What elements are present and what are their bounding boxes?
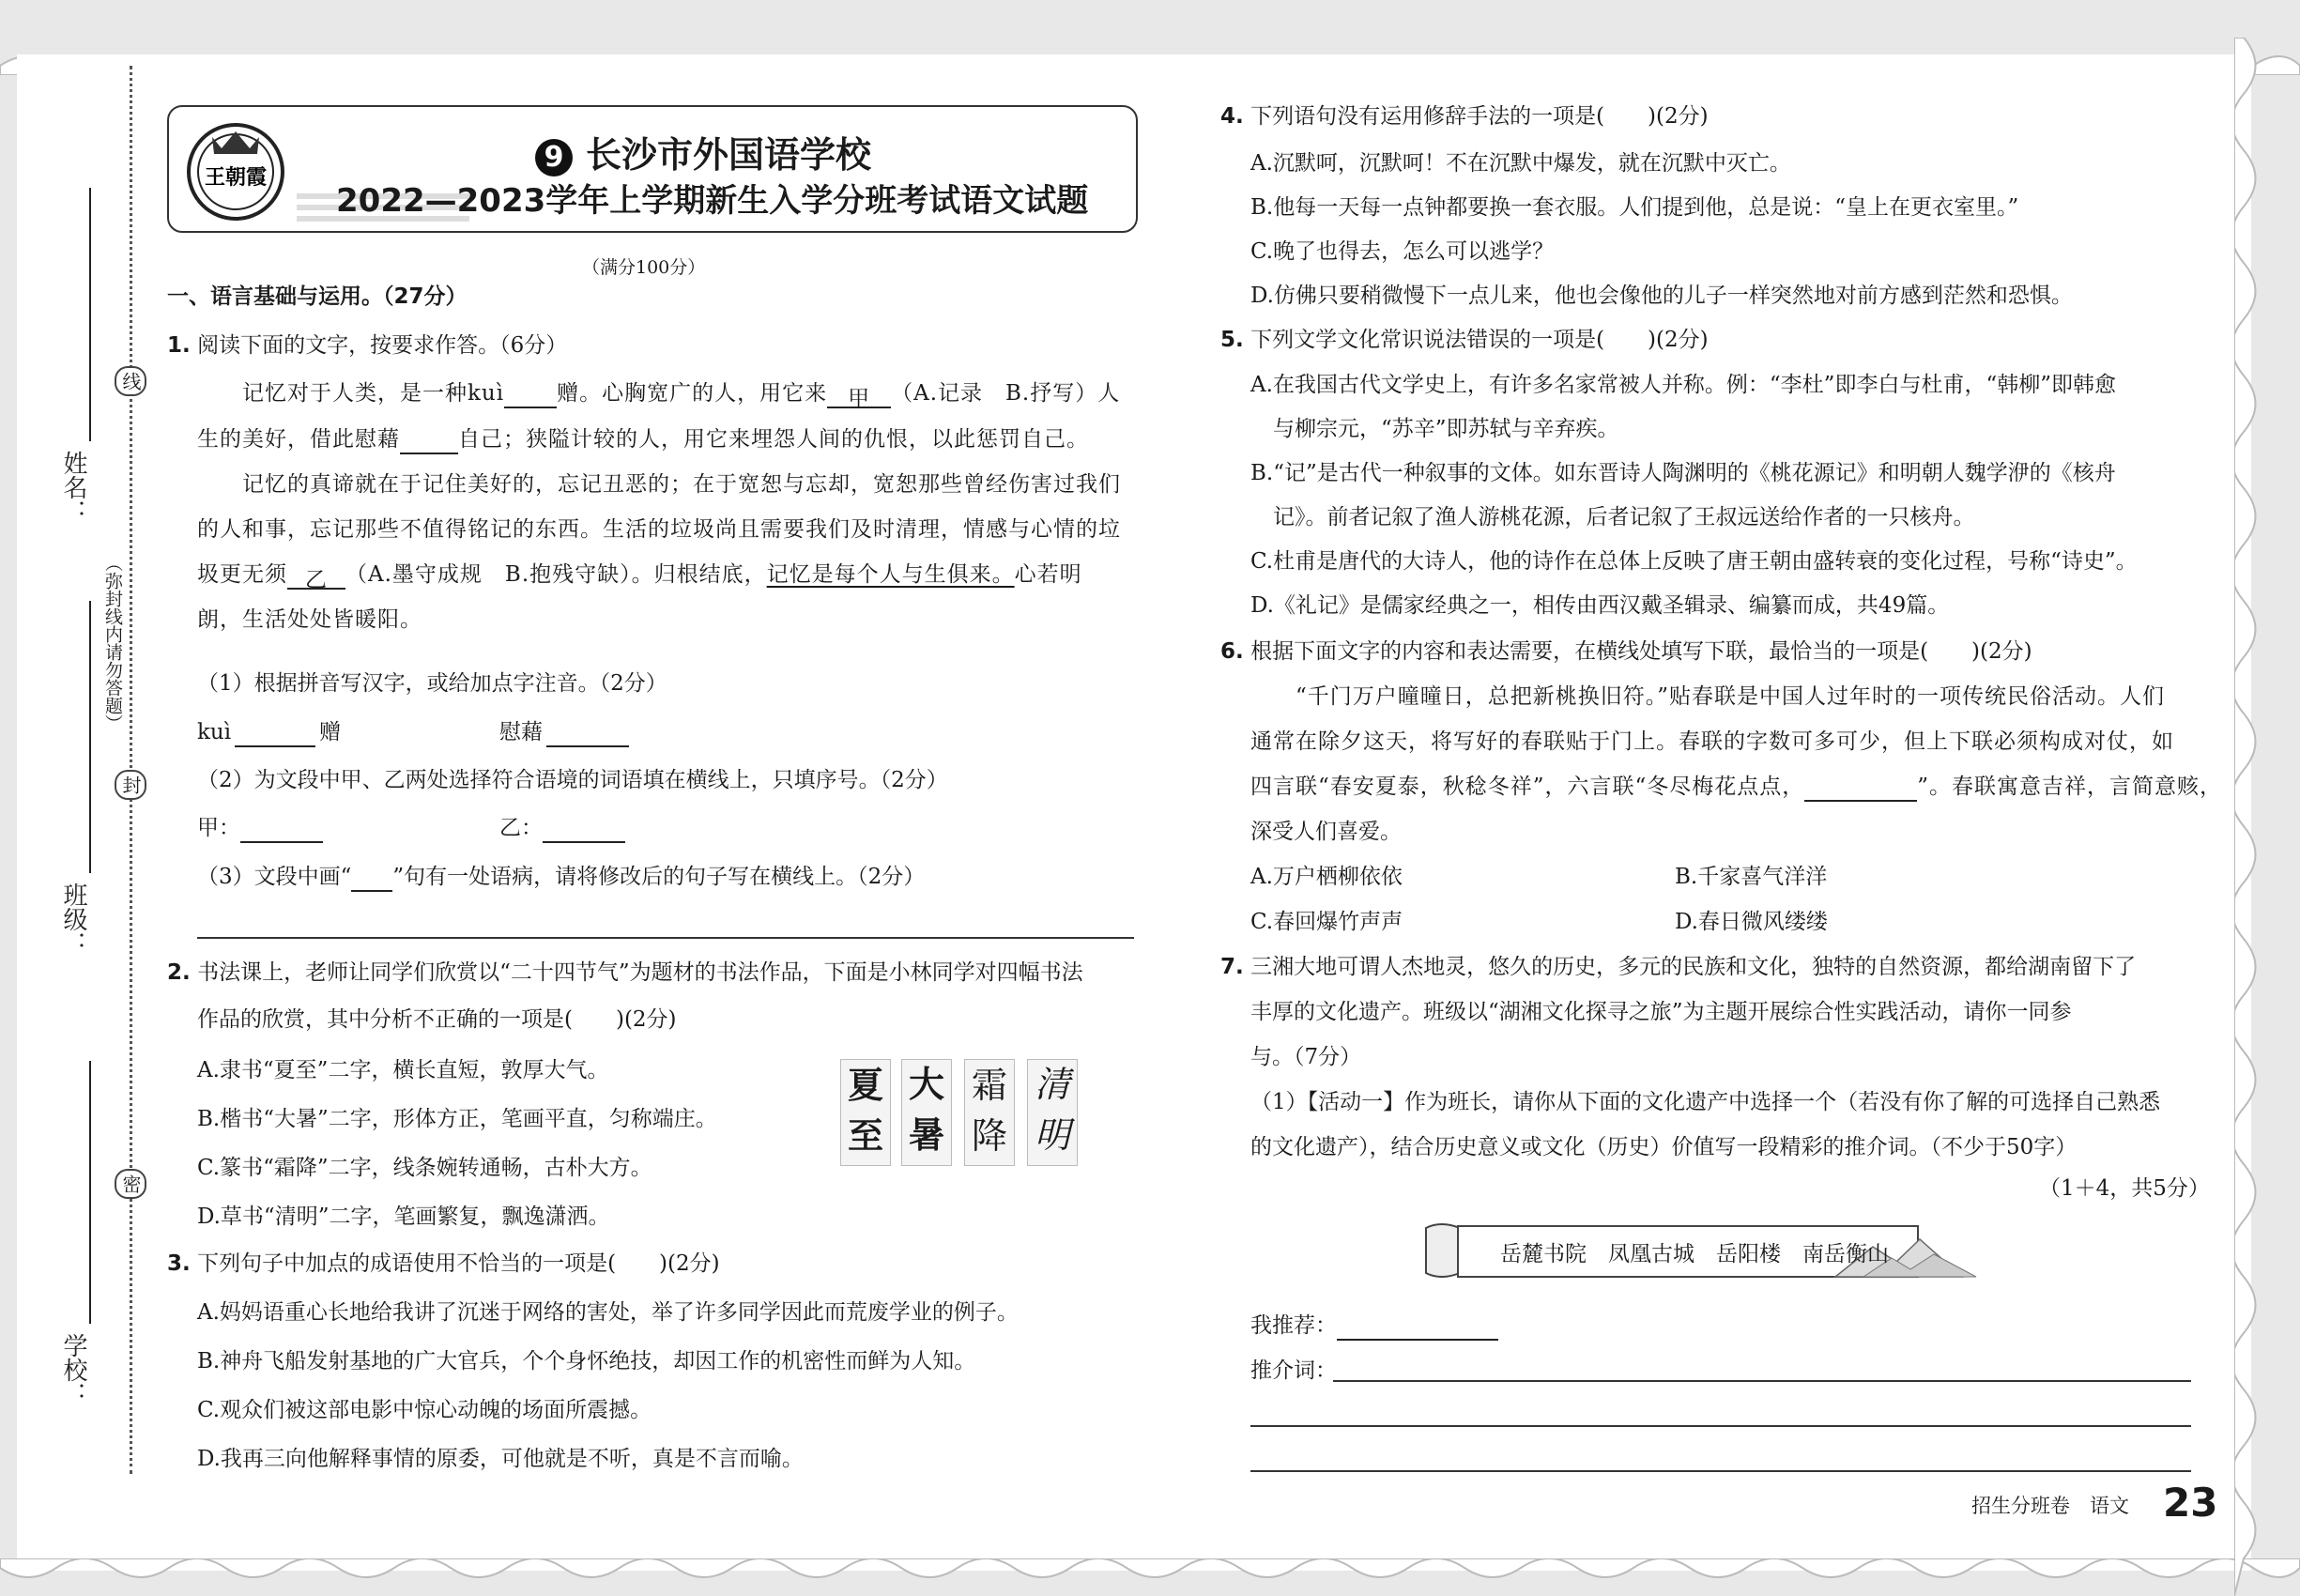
q3-number: 3. xyxy=(167,1251,191,1276)
seal-mark-top: 线 xyxy=(115,366,146,396)
class-label: 班级： xyxy=(59,882,87,956)
seal-mark-middle: 封 xyxy=(115,770,146,800)
passage-l5b: （A.墨守成规 B.抱残守缺）。归根结底， xyxy=(345,562,767,587)
q1-2-jia-label: 甲： xyxy=(197,816,240,840)
calligraphy-char: 霜 xyxy=(971,1065,1007,1106)
q2-stem-line-1 xyxy=(167,958,1083,988)
heritage-list: 岳麓书院 凤凰古城 岳阳楼 南岳衡山 xyxy=(1500,1242,1889,1266)
passage-l5a: 圾更无须 xyxy=(197,562,287,587)
q4-option-b[interactable]: B.他每一天每一点钟都要换一套衣服。人们提到他，总是说：“皇上在更衣室里。” xyxy=(1250,195,2019,220)
passage-l2b: 自己；狭隘计较的人，用它来埋怨人间的仇恨，以此惩罚自己。 xyxy=(458,427,1089,452)
q1-2-answer-jia xyxy=(197,813,323,843)
q5-option-b-line-1[interactable]: B.“记”是古代一种叙事的文体。如东晋诗人陶渊明的《桃花源记》和明朝人魏学洢的《核舟 xyxy=(1250,461,2116,485)
passage-l5d: 心若明 xyxy=(1014,562,1082,587)
q6-couplet-blank[interactable] xyxy=(1804,777,1917,802)
q1-1-kui-label: kuì xyxy=(197,720,232,744)
q2-option-b[interactable]: B.楷书“大暑”二字，形体方正，笔画平直，匀称端庄。 xyxy=(197,1107,717,1131)
name-write-line[interactable] xyxy=(89,188,91,441)
q1-3-a: （3）文段中画“ xyxy=(197,865,352,889)
passage-l1a: 记忆对于人类，是一种kuì xyxy=(242,381,505,406)
q7-stem-line-1 xyxy=(1220,952,2136,982)
seal-note: （弥封线内请勿答题） xyxy=(102,554,123,732)
q1-text: 阅读下面的文字，按要求作答。（6分） xyxy=(197,333,568,358)
recommend-row xyxy=(1250,1311,1498,1341)
weijie-blank[interactable] xyxy=(400,430,458,454)
q3-text: 下列句子中加点的成语使用不恰当的一项是( )(2分) xyxy=(197,1251,720,1276)
badge-number: 9 xyxy=(535,139,573,176)
q6-passage-4: 深受人们喜爱。 xyxy=(1250,820,1402,844)
q6-stem xyxy=(1220,637,2032,667)
q6-number: 6. xyxy=(1220,639,1244,664)
page-wavy-edge-right xyxy=(2234,38,2300,1596)
calligraphy-char: 暑 xyxy=(908,1116,944,1156)
passage-line-6: 朗，生活处处皆暖阳。 xyxy=(197,607,422,632)
q5-text: 下列文学文化常识说法错误的一项是( )(2分) xyxy=(1250,328,1709,352)
passage-line-5 xyxy=(197,560,1082,590)
q4-option-d[interactable]: D.仿佛只要稍微慢下一点儿来，他也会像他的儿子一样突然地对前方感到茫然和恐惧。 xyxy=(1250,284,2073,308)
q7-1-line-1: （1）【活动一】作为班长，请你从下面的文化遗产中选择一个（若没有你了解的可选择自己熟悉 xyxy=(1250,1090,2161,1114)
q2-text-1: 书法课上，老师让同学们欣赏以“二十四节气”为题材的书法作品，下面是小林同学对四幅书法 xyxy=(197,960,1083,985)
q7-stem-line-2: 丰厚的文化遗产。班级以“湖湘文化探寻之旅”为主题开展综合性实践活动，请你一同参 xyxy=(1250,1000,2072,1024)
kui-blank[interactable] xyxy=(504,384,557,408)
q1-1-answer-a xyxy=(197,717,341,747)
footer-series: 招生分班卷 语文 xyxy=(1971,1495,2129,1517)
q3-option-c[interactable]: C.观众们被这部电影中惊心动魄的场面所震撼。 xyxy=(197,1398,652,1422)
recommend-label: 我推荐： xyxy=(1250,1313,1337,1338)
q7-number: 7. xyxy=(1220,955,1244,979)
full-score: （满分100分） xyxy=(582,257,706,278)
intro-line-1[interactable] xyxy=(1333,1380,2191,1382)
q1-1-zeng: 赠 xyxy=(319,720,342,744)
calligraphy-caoshu xyxy=(1027,1059,1078,1166)
calligraphy-char: 降 xyxy=(971,1115,1007,1157)
q1-3-mark xyxy=(351,867,392,892)
q2-option-d[interactable]: D.草书“清明”二字，笔画繁复，飘逸潇洒。 xyxy=(197,1205,610,1229)
name-label: 姓名： xyxy=(59,451,87,524)
calligraphy-char: 大 xyxy=(908,1066,944,1105)
page-number: 23 xyxy=(2163,1480,2218,1526)
q5-option-a-line-1[interactable]: A.在我国古代文学史上，有许多名家常被人并称。例：“李杜”即李白与杜甫，“韩柳”即韩愈 xyxy=(1250,373,2116,397)
q6-passage-2: 通常在除夕这天，将写好的春联贴于门上。春联的字数可多可少，但上下联必须构成对仗，如 xyxy=(1250,729,2174,754)
calligraphy-zhuanshu xyxy=(964,1059,1015,1166)
passage-l1b: 赠。心胸宽广的人，用它来 xyxy=(557,381,828,406)
q6-passage-1: “千门万户曈曈日，总把新桃换旧符。”贴春联是中国人过年时的一项传统民俗活动。人们 xyxy=(1296,684,2166,709)
q5-option-a-line-2: 与柳宗元，“苏辛”即苏轼与辛弃疾。 xyxy=(1273,417,1619,441)
blank-yi: 乙 xyxy=(287,565,345,590)
passage-line-1 xyxy=(242,378,1121,411)
q2-option-a[interactable]: A.隶书“夏至”二字，横长直短，敦厚大气。 xyxy=(197,1058,609,1082)
q6-option-b[interactable]: B.千家喜气洋洋 xyxy=(1675,865,1828,889)
school-name: 长沙市外国语学校 xyxy=(586,134,872,176)
q7-1-line-2: 的文化遗产），结合历史意义或文化（历史）价值写一段精彩的推介词。（不少于50字） xyxy=(1250,1135,2078,1159)
q5-option-d[interactable]: D.《礼记》是儒家经典之一，相传由西汉戴圣辑录、编纂而成，共49篇。 xyxy=(1250,593,1950,618)
q1-2: （2）为文段中甲、乙两处选择符合语境的词语填在横线上，只填序号。（2分） xyxy=(197,768,948,792)
q3-stem xyxy=(167,1249,720,1279)
intro-label: 推介词： xyxy=(1250,1358,1337,1383)
q1-1-weijie-answer[interactable] xyxy=(546,723,629,747)
q1-1-weijie-label: 慰藉 xyxy=(499,720,543,744)
passage-line-3: 记忆的真谛就在于记住美好的，忘记丑恶的；在于宽恕与忘却，宽恕那些曾经伤害过我们 xyxy=(242,472,1121,497)
school-label: 学校： xyxy=(59,1333,87,1406)
q5-stem xyxy=(1220,325,1709,355)
q1-stem xyxy=(167,330,567,361)
intro-line-3[interactable] xyxy=(1250,1470,2191,1472)
q3-option-d[interactable]: D.我再三向他解释事情的原委，可他就是不听，真是不言而喻。 xyxy=(197,1447,804,1471)
q6-passage-3b: ”。春联寓意吉祥，言简意赅， xyxy=(1917,775,2223,799)
q1-2-yi-answer[interactable] xyxy=(543,819,625,843)
q1-number: 1. xyxy=(167,333,191,358)
q4-text: 下列语句没有运用修辞手法的一项是( )(2分) xyxy=(1250,104,1709,129)
q3-option-b[interactable]: B.神舟飞船发射基地的广大官兵，个个身怀绝技，却因工作的机密性而鲜为人知。 xyxy=(197,1349,976,1373)
seal-mark-bottom: 密 xyxy=(115,1169,146,1199)
recommend-answer[interactable] xyxy=(1337,1316,1498,1341)
school-write-line[interactable] xyxy=(89,1061,91,1324)
q1-2-answer-yi xyxy=(499,813,625,843)
q2-option-c[interactable]: C.篆书“霜降”二字，线条婉转通畅，古朴大方。 xyxy=(197,1156,652,1180)
calligraphy-lishu xyxy=(840,1059,891,1166)
exam-title: 2022—2023学年上学期新生入学分班考试语文试题 xyxy=(336,182,1089,220)
passage-line-2 xyxy=(197,424,1089,454)
calligraphy-char: 明 xyxy=(1034,1116,1070,1156)
q7-1-score: （1＋4，共5分） xyxy=(2039,1176,2210,1201)
q4-option-c[interactable]: C.晚了也得去，怎么可以逃学？ xyxy=(1250,239,1555,264)
q1-1: （1）根据拼音写汉字，或给加点字注音。（2分） xyxy=(197,671,667,696)
passage-l1c: （A.记录 B.抒写）人 xyxy=(891,381,1121,406)
q5-number: 5. xyxy=(1220,328,1244,352)
q4-number: 4. xyxy=(1220,104,1244,129)
underlined-sentence: 记忆是每个人与生俱来。 xyxy=(766,562,1015,587)
q1-2-yi-label: 乙： xyxy=(499,816,543,840)
q1-3-b: ”句有一处语病，请将修改后的句子写在横线上。（2分） xyxy=(392,865,926,889)
q1-1-answer-b xyxy=(499,717,629,747)
q7-stem-line-3: 与。（7分） xyxy=(1250,1045,1362,1069)
calligraphy-char: 清 xyxy=(1034,1066,1070,1105)
q5-option-b-line-2: 记》。前者记叙了渔人游桃花源，后者记叙了王叔远送给作者的一只核舟。 xyxy=(1273,505,1975,529)
q7-text-1: 三湘大地可谓人杰地灵，悠久的历史，多元的民族和文化，独特的自然资源，都给湖南留下了 xyxy=(1250,955,2137,979)
page-wavy-edge-bottom xyxy=(0,1558,2300,1596)
q5-option-c[interactable]: C.杜甫是唐代的大诗人，他的诗作在总体上反映了唐王朝由盛转衰的变化过程，号称“诗史”。 xyxy=(1250,549,2138,574)
q6-option-c[interactable]: C.春回爆竹声声 xyxy=(1250,910,1403,934)
calligraphy-kaishu xyxy=(901,1059,952,1166)
calligraphy-char: 至 xyxy=(847,1114,883,1157)
passage-l2a: 生的美好，借此慰藉 xyxy=(197,427,400,452)
exam-header xyxy=(167,105,1138,233)
q6-passage-3 xyxy=(1250,772,2222,802)
q4-option-a[interactable]: A.沉默呵，沉默呵！不在沉默中爆发，就在沉默中灭亡。 xyxy=(1250,151,1791,176)
calligraphy-char: 夏 xyxy=(847,1064,883,1106)
q6-text: 根据下面文字的内容和表达需要，在横线处填写下联，最恰当的一项是( )(2分) xyxy=(1250,639,2032,664)
q3-option-a[interactable]: A.妈妈语重心长地给我讲了沉迷于网络的害处，举了许多同学因此而荒废学业的例子。 xyxy=(197,1300,1019,1325)
q6-passage-3a: 四言联“春安夏泰，秋稔冬祥”，六言联“冬尽梅花点点， xyxy=(1250,775,1805,799)
q6-option-d[interactable]: D.春日微风缕缕 xyxy=(1675,910,1828,934)
q6-option-a[interactable]: A.万户栖柳依依 xyxy=(1250,865,1403,889)
q4-stem xyxy=(1220,101,1709,131)
q1-2-jia-answer[interactable] xyxy=(240,819,323,843)
q2-number: 2. xyxy=(167,960,191,985)
section-1-heading: 一、语言基础与运用。（27分） xyxy=(167,284,468,309)
intro-line-2[interactable] xyxy=(1250,1425,2191,1427)
q2-stem-line-2: 作品的欣赏，其中分析不正确的一项是( )(2分) xyxy=(197,1007,677,1032)
passage-line-4: 的人和事，忘记那些不值得铭记的东西。生活的垃圾尚且需要我们及时清理，情感与心情的垃 xyxy=(197,517,1121,542)
class-write-line[interactable] xyxy=(89,601,91,873)
q1-3 xyxy=(197,862,925,892)
blank-jia: 甲 xyxy=(827,384,891,408)
logo-text: 王朝霞 xyxy=(204,165,268,190)
q1-1-kui-answer[interactable] xyxy=(235,723,315,747)
q1-3-answer-line[interactable] xyxy=(197,937,1134,939)
school-title xyxy=(535,126,871,177)
school-logo-seal xyxy=(184,120,287,223)
